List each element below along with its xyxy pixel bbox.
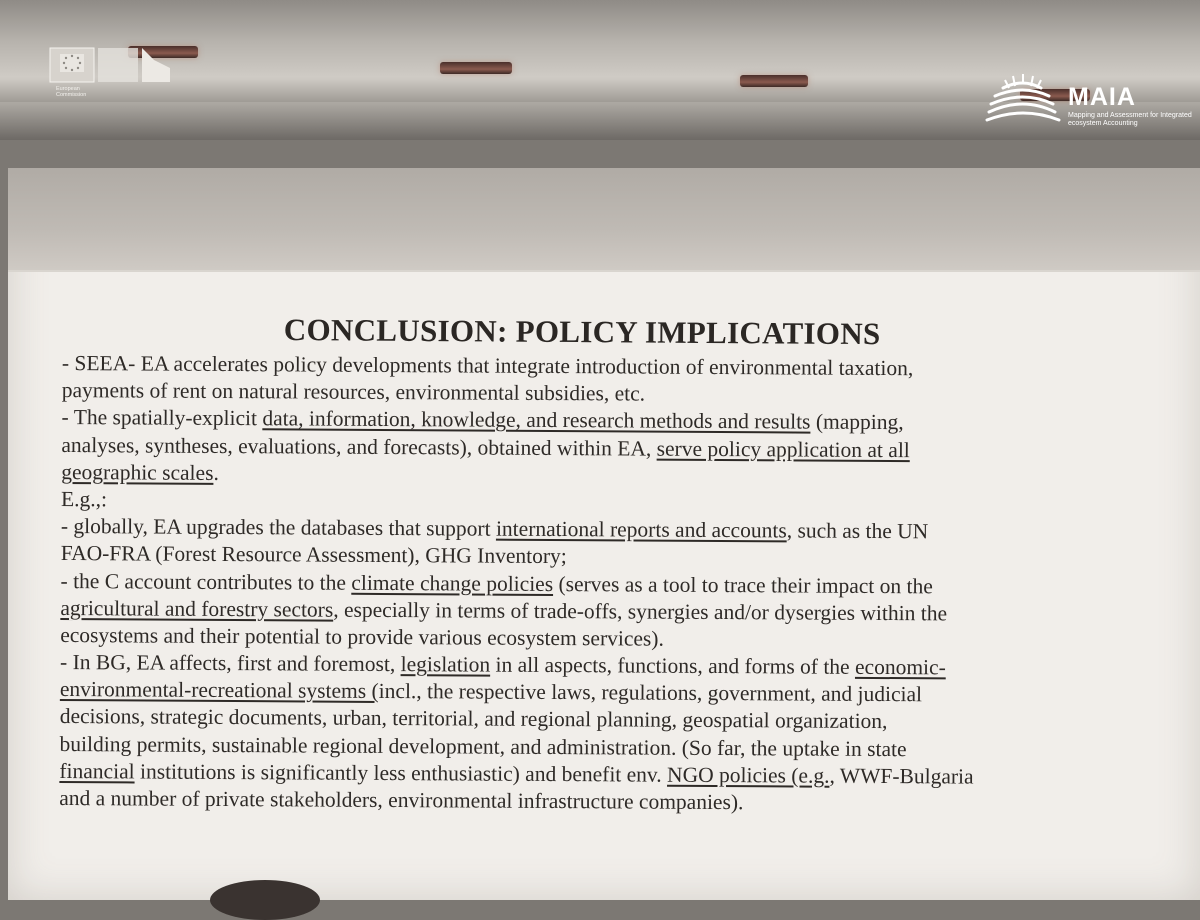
slide-body (59, 350, 1172, 819)
underlined-phrase: international reports and accounts (495, 516, 787, 543)
text-run: , such as the UN (786, 518, 929, 544)
underlined-phrase: geographic scales (61, 459, 214, 485)
text-run: - The spatially-explicit (61, 405, 263, 431)
underlined-phrase: financial (59, 758, 135, 784)
text-line: and a number of private stakeholders, environmental infrastructure companies). (59, 785, 744, 815)
text-run: - In BG, EA affects, first and foremost, (60, 650, 401, 677)
text-run: - the C account contributes to the (60, 568, 352, 595)
text-run: incl., the respective laws, regulations, government, and judicial (378, 679, 923, 707)
text-run: , WWF-Bulgaria (829, 763, 974, 789)
text-run: - globally, EA upgrades the databases that support (60, 514, 497, 541)
text-line: decisions, strategic documents, urban, territorial, and regional planning, geospatial organization, (59, 704, 888, 734)
text-line: ecosystems and their potential to provide various ecosystem services). (60, 622, 664, 651)
text-run: (serves as a tool to trace their impact on the (553, 571, 933, 598)
text-line: - SEEA- EA accelerates policy developments that integrate introduction of environmental taxation, (61, 350, 914, 381)
text-run: . (213, 460, 219, 485)
text-line: payments of rent on natural resources, environmental subsidies, etc. (61, 378, 646, 406)
underlined-phrase: serve policy application at all (656, 436, 910, 462)
text-run: institutions is significantly less enthusiastic) and benefit env. (134, 759, 668, 787)
underlined-phrase: data, information, knowledge, and research methods and results (262, 406, 811, 434)
ceiling-light (740, 75, 808, 87)
text-line: FAO-FRA (Forest Resource Assessment), GHG Inventory; (60, 541, 567, 569)
svg-text:European: European (56, 86, 80, 92)
text-run: in all aspects, functions, and forms of the (490, 652, 856, 679)
maia-tagline: Mapping and Assessment for Integrated ecosystem Accounting (1068, 112, 1192, 127)
underlined-phrase: environmental-recreational systems ( (59, 677, 379, 704)
underlined-phrase: legislation (400, 652, 491, 677)
maia-wordmark: MAIA (1068, 83, 1136, 111)
text-line: building permits, sustainable regional development, and administration. (So far, the uptake in state (59, 731, 907, 761)
underlined-phrase: climate change policies (351, 570, 554, 596)
underlined-phrase: NGO policies (e.g. (667, 762, 830, 788)
slide-title: CONCLUSION: POLICY IMPLICATIONS (283, 312, 881, 352)
underlined-phrase: economic- (854, 654, 946, 680)
european-commission-logo (42, 38, 182, 98)
underlined-phrase: agricultural and forestry sectors (60, 595, 334, 622)
slide-header (8, 168, 1200, 272)
text-line: E.g.,: (61, 486, 108, 512)
text-run: (mapping, (810, 409, 904, 435)
audience-head-silhouette (210, 880, 320, 920)
ceiling-light (440, 62, 512, 74)
svg-text:Commission: Commission (56, 92, 87, 98)
text-run: , especially in terms of trade-offs, synergies and/or dysergies within the (333, 597, 948, 626)
text-run: analyses, syntheses, evaluations, and forecasts), obtained within EA, (61, 432, 657, 461)
